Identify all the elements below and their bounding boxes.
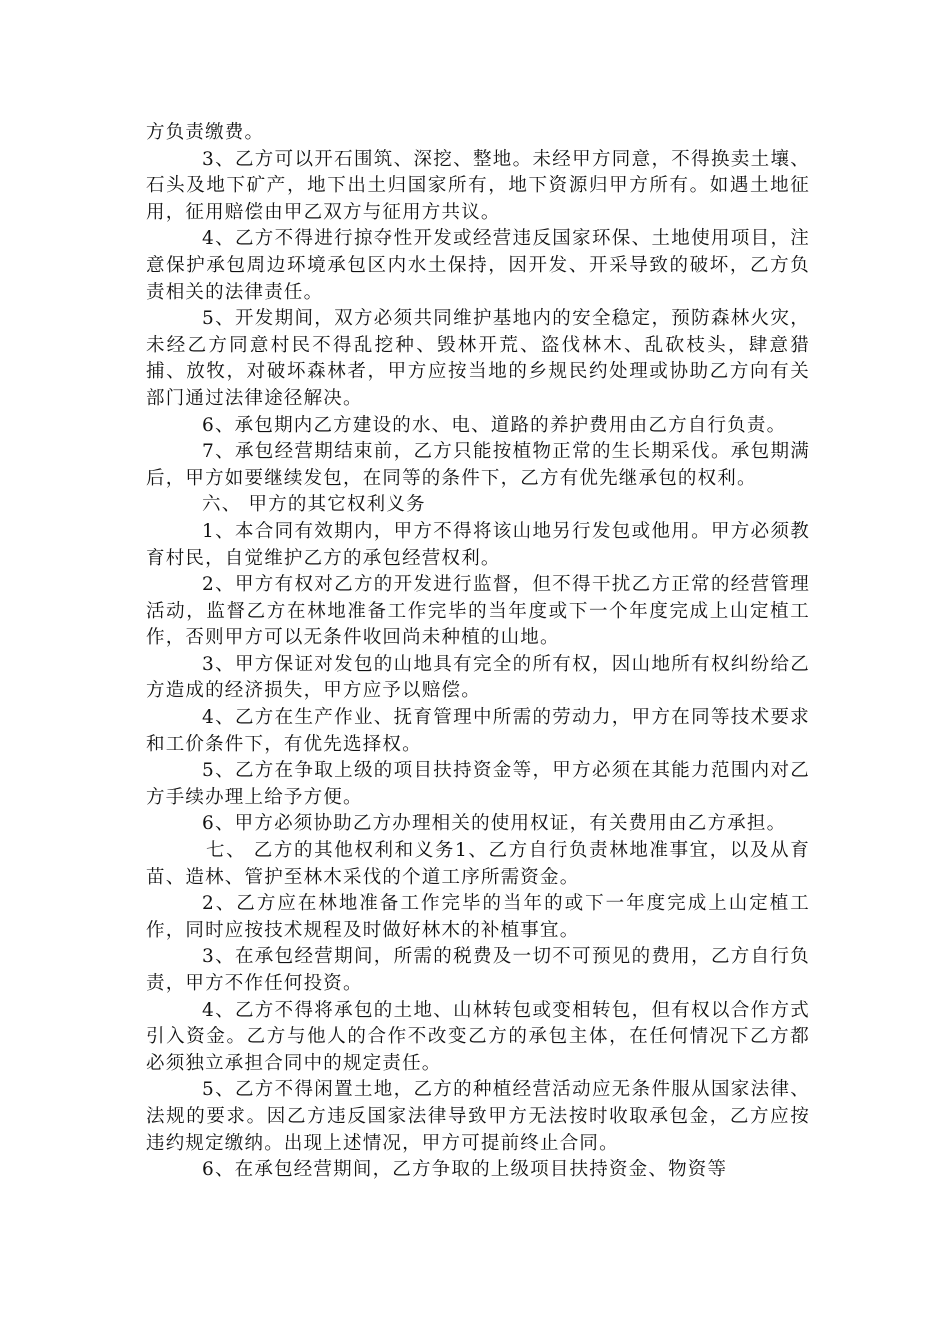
clause-paragraph: 4、乙方不得将承包的土地、山林转包或变相转包，但有权以合作方式引入资金。乙方与他人的合作不改变乙方的承包主体，在任何情况下乙方都必须独立承担合同中的规定责任。 xyxy=(146,999,810,1074)
section-heading: 七、 乙方的其他权利和义务1、乙方自行负责林地准事宜，以及从育苗、造林、管护至林木采伐的个道工序所需资金。 xyxy=(146,840,810,888)
clause-paragraph: 1、本合同有效期内，甲方不得将该山地另行发包或他用。甲方必须教育村民，自觉维护乙方的承包经营权利。 xyxy=(146,520,810,569)
clause-paragraph: 6、在承包经营期间，乙方争取的上级项目扶持资金、物资等 xyxy=(202,1159,728,1181)
clause-paragraph: 4、乙方在生产作业、抚育管理中所需的劳动力，甲方在同等技术要求和工价条件下，有优先选择权。 xyxy=(146,707,810,755)
clause-paragraph: 3、乙方可以开石围筑、深挖、整地。未经甲方同意，不得换卖土壤、石头及地下矿产，地下出土归国家所有，地下资源归甲方所有。如遇土地征用，征用赔偿由甲乙双方与征用方共议。 xyxy=(146,148,810,223)
clause-paragraph: 5、开发期间，双方必须共同维护基地内的安全稳定，预防森林火灾，未经乙方同意村民不得乱挖种、毁林开荒、盗伐林木、乱砍枝头，肆意猎捕、放牧，对破坏森林者，甲方应按当地的乡规民约处理或协助乙方向有关部门通过法律途径解决。 xyxy=(146,308,810,409)
clause-paragraph: 6、甲方必须协助乙方办理相关的使用权证，有关费用由乙方承担。 xyxy=(202,813,787,835)
clause-paragraph: 6、承包期内乙方建设的水、电、道路的养护费用由乙方自行负责。 xyxy=(202,414,787,436)
clause-paragraph: 5、乙方不得闲置土地，乙方的种植经营活动应无条件服从国家法律、法规的要求。因乙方违反国家法律导致甲方无法按时收取承包金，乙方应按违约规定缴纳。出现上述情况，甲方可提前终止合同。 xyxy=(146,1079,810,1154)
clause-paragraph: 3、甲方保证对发包的山地具有完全的所有权，因山地所有权纠纷给乙方造成的经济损失，甲方应予以赔偿。 xyxy=(146,653,810,702)
clause-paragraph: 7、承包经营期结束前，乙方只能按植物正常的生长期采伐。承包期满后，甲方如要继续发包，在同等的条件下，乙方有优先继承包的权利。 xyxy=(146,441,810,489)
clause-paragraph: 3、在承包经营期间，所需的税费及一切不可预见的费用，乙方自行负责，甲方不作任何投资。 xyxy=(146,946,810,994)
document-page xyxy=(146,120,810,1184)
clause-paragraph: 5、乙方在争取上级的项目扶持资金等，甲方必须在其能力范围内对乙方手续办理上给予方便。 xyxy=(146,760,810,808)
clause-paragraph: 4、乙方不得进行掠夺性开发或经营违反国家环保、土地使用项目，注意保护承包周边环境承包区内水土保持，因开发、开采导致的破坏，乙方负责相关的法律责任。 xyxy=(146,228,810,303)
clause-paragraph: 2、甲方有权对乙方的开发进行监督，但不得干扰乙方正常的经营管理活动，监督乙方在林地准备工作完毕的当年度或下一个年度完成上山定植工作，否则甲方可以无条件收回尚未种植的山地。 xyxy=(146,574,810,649)
section-heading: 六、 甲方的其它权利义务 xyxy=(202,494,426,516)
clause-paragraph: 2、乙方应在林地准备工作完毕的当年的或下一年度完成上山定植工作，同时应按技术规程及时做好林木的补植事宜。 xyxy=(146,893,810,941)
paragraph: 方负责缴费。 xyxy=(146,122,265,143)
